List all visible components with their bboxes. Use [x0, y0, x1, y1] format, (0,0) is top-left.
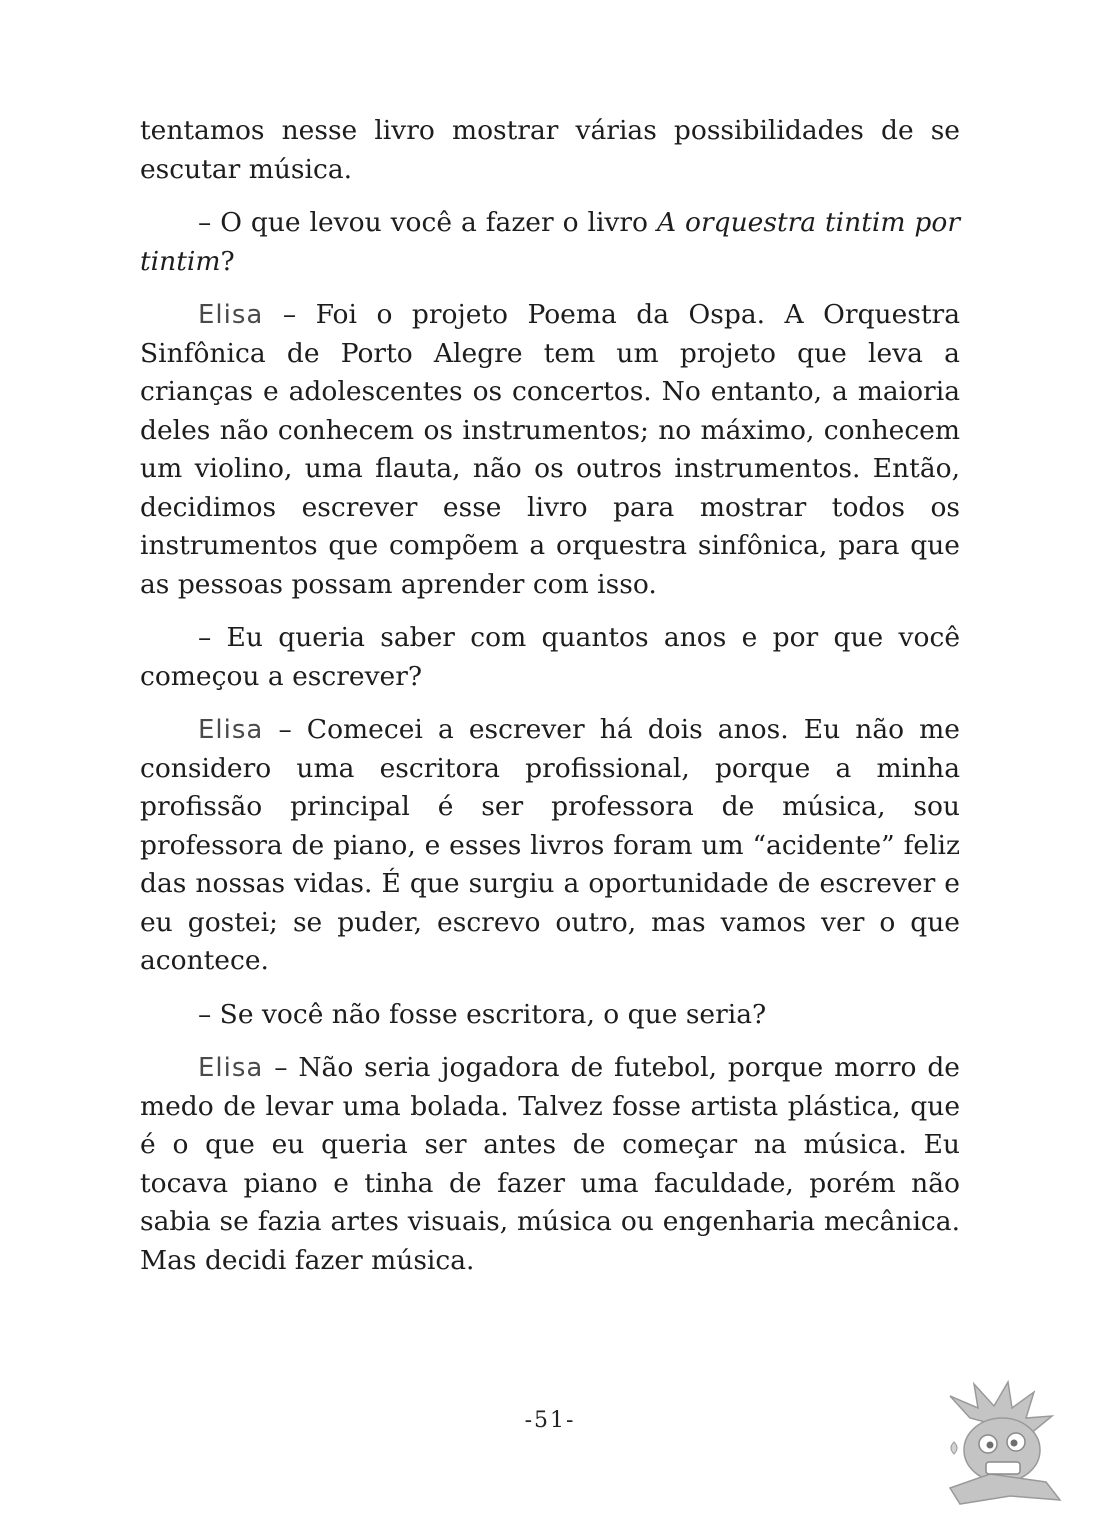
question-paragraph [140, 204, 960, 281]
question-text: – Se você não fosse escritora, o que seria? [198, 998, 767, 1030]
question-text: – O que levou você a fazer o livro [198, 207, 657, 238]
question-paragraph [140, 619, 960, 696]
question-paragraph [140, 996, 960, 1035]
page-number: -51- [524, 1408, 576, 1433]
book-title: A orquestra tintim por tintim [140, 207, 960, 277]
answer-paragraph [140, 711, 960, 981]
body-text [140, 112, 960, 1295]
question-text: – Eu queria saber com quantos anos e por que você começou a escrever? [140, 622, 960, 692]
cartoon-mascot-icon [930, 1378, 1070, 1508]
answer-text: – Comecei a escrever há dois anos. Eu não me considero uma escritora profissional, porque a minha profissão principal é ser professora de música, sou professora de piano, e esses livros foram um “acidente” feliz das nossas vidas. É que surgiu a oportunidade de escrever e eu gostei; se puder, escrevo outro, mas vamos ver o que acontece. [140, 714, 960, 976]
speaker-name: Elisa [198, 1053, 264, 1083]
question-end: ? [220, 245, 235, 277]
speaker-name: Elisa [198, 300, 264, 330]
answer-paragraph [140, 296, 960, 604]
paragraph-continuation [140, 112, 960, 189]
answer-text: – Não seria jogadora de futebol, porque morro de medo de levar uma bolada. Talvez fosse artista plástica, que é o que eu queria ser antes de começar na música. Eu tocava piano e tinha de fazer uma faculdade, porém não sabia se fazia artes visuais, música ou engenharia mecânica. Mas decidi fazer música. [140, 1052, 960, 1276]
paragraph-text: tentamos nesse livro mostrar várias possibilidades de se escutar música. [140, 115, 960, 185]
answer-paragraph [140, 1049, 960, 1280]
answer-text: – Foi o projeto Poema da Ospa. A Orquestra Sinfônica de Porto Alegre tem um projeto que leva a crianças e adolescentes os concertos. No entanto, a maioria deles não conhecem os instrumentos; no máximo, conhecem um violino, uma flauta, não os outros instrumentos. Então, decidimos escrever esse livro para mostrar todos os instrumentos que compõem a orquestra sinfônica, para que as pessoas possam aprender com isso. [140, 299, 960, 600]
speaker-name: Elisa [198, 715, 264, 745]
